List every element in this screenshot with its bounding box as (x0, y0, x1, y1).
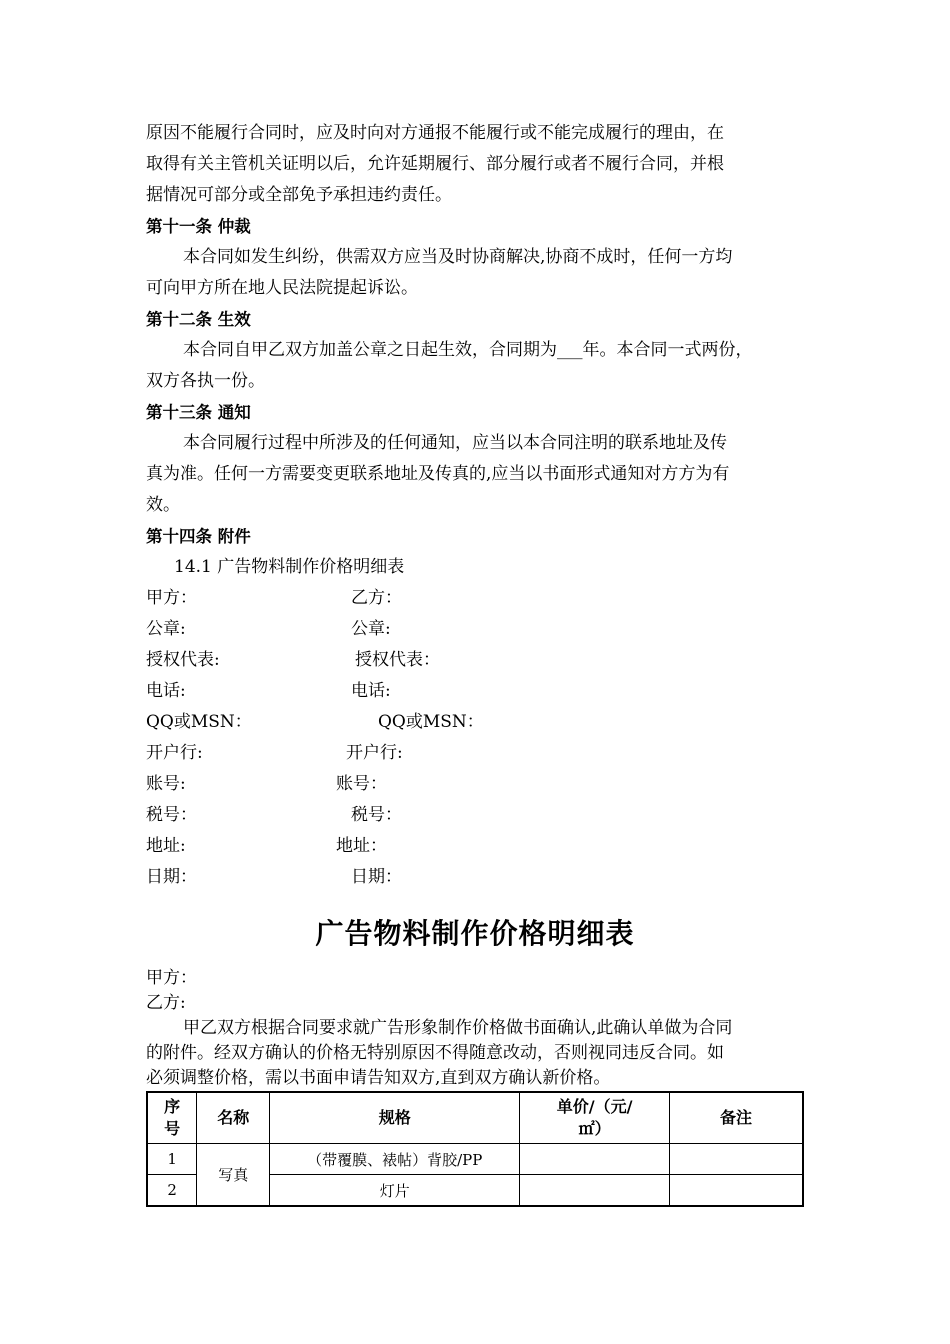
body-line: 原因不能履行合同时，应及时向对方通报不能履行或不能完成履行的理由，在 (146, 123, 724, 143)
rep-label-b: 授权代表： (355, 650, 440, 670)
article-14-heading: 第十四条 附件 (146, 527, 251, 546)
account-label-a: 账号: (146, 774, 186, 794)
sign-row-date (146, 862, 806, 893)
article-13-text: 本合同履行过程中所涉及的任何通知，应当以本合同注明的联系地址及传 (183, 433, 727, 453)
article-11-heading: 第十一条 仲裁 (146, 217, 251, 236)
party-a-label: 甲方： (146, 588, 197, 608)
qq-label-a: QQ或MSN： (146, 712, 252, 732)
cell-note (669, 1175, 803, 1207)
sign-row-tax (146, 800, 806, 831)
tax-label-b: 税号： (351, 805, 402, 825)
sign-row-seal (146, 614, 806, 645)
party-b-label: 乙方： (351, 588, 402, 608)
article-13-heading: 第十三条 通知 (146, 403, 251, 422)
cell-spec: 灯片 (270, 1175, 520, 1207)
intro-line: 的附件。经双方确认的价格无特别原因不得随意改动，否则视同违反合同。如 (146, 1043, 724, 1063)
cell-seq: 2 (147, 1175, 197, 1207)
phone-label-a: 电话: (146, 681, 186, 701)
sign-row-bank (146, 738, 806, 769)
header-note: 备注 (669, 1092, 803, 1144)
body-line: 取得有关主管机关证明以后，允许延期履行、部分履行或者不履行合同，并根 (146, 154, 724, 174)
party-a-line: 甲方： (146, 968, 197, 988)
table-row (147, 1144, 803, 1175)
date-label-b: 日期： (351, 867, 402, 887)
account-label-b: 账号： (336, 774, 387, 794)
address-label-b: 地址： (336, 836, 387, 856)
article-12-heading: 第十二条 生效 (146, 310, 251, 329)
cell-name: 写真 (197, 1144, 270, 1207)
article-12-text: 本合同自甲乙双方加盖公章之日起生效，合同期为___年。本合同一式两份， (183, 340, 753, 360)
sign-row-address (146, 831, 806, 862)
contract-body (146, 118, 806, 893)
bank-label-b: 开户行: (346, 743, 403, 763)
seal-label-b: 公章: (351, 619, 391, 639)
article-12-text: 双方各执一份。 (146, 371, 265, 391)
header-seq: 序 号 (147, 1092, 197, 1144)
sign-row-qq (146, 707, 806, 738)
sign-row-phone (146, 676, 806, 707)
cell-price (520, 1175, 670, 1207)
cell-spec: （带覆膜、裱帖）背胶/PP (270, 1144, 520, 1175)
table-header-row (147, 1092, 803, 1144)
rep-label-a: 授权代表: (146, 650, 220, 670)
sign-row-account (146, 769, 806, 800)
intro-line: 甲乙双方根据合同要求就广告形象制作价格做书面确认,此确认单做为合同 (183, 1018, 733, 1038)
article-11-text: 本合同如发生纠纷，供需双方应当及时协商解决,协商不成时，任何一方均 (183, 247, 733, 267)
article-14-item: 14.1 广告物料制作价格明细表 (174, 557, 405, 577)
article-11-text: 可向甲方所在地人民法院提起诉讼。 (146, 278, 418, 298)
address-label-a: 地址: (146, 836, 186, 856)
date-label-a: 日期： (146, 867, 197, 887)
cell-price (520, 1144, 670, 1175)
article-13-text: 真为准。任何一方需要变更联系地址及传真的,应当以书面形式通知对方方为有 (146, 464, 730, 484)
cell-note (669, 1144, 803, 1175)
bank-label-a: 开户行: (146, 743, 203, 763)
tax-label-a: 税号： (146, 805, 197, 825)
party-b-line: 乙方: (146, 993, 186, 1013)
cell-seq: 1 (147, 1144, 197, 1175)
appendix-intro (146, 966, 810, 1091)
header-price: 单价/（元/ ㎡） (520, 1092, 670, 1144)
article-13-text: 效。 (146, 495, 180, 515)
intro-line: 必须调整价格，需以书面申请告知双方,直到双方确认新价格。 (146, 1068, 611, 1088)
qq-label-b: QQ或MSN： (378, 712, 484, 732)
sign-row-party (146, 583, 806, 614)
header-spec: 规格 (270, 1092, 520, 1144)
header-name: 名称 (197, 1092, 270, 1144)
seal-label-a: 公章: (146, 619, 186, 639)
body-line: 据情况可部分或全部免予承担违约责任。 (146, 185, 452, 205)
phone-label-b: 电话: (351, 681, 391, 701)
appendix-title: 广告物料制作价格明细表 (315, 917, 635, 950)
signature-block (146, 583, 806, 893)
sign-row-rep (146, 645, 806, 676)
price-table (146, 1091, 804, 1207)
